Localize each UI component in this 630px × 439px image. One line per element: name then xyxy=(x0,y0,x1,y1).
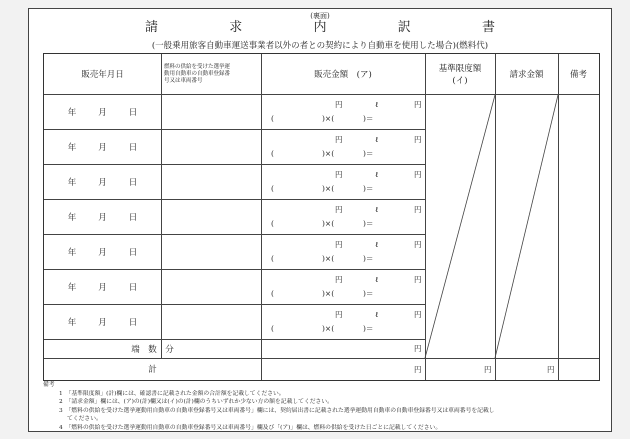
header-vehicle-line: 号又は車両番号 xyxy=(164,77,203,84)
day-label: 日 xyxy=(128,107,138,118)
amount-yen: 円 xyxy=(414,240,422,249)
liter-label: ℓ xyxy=(375,310,379,319)
liter-label: ℓ xyxy=(375,205,379,214)
month-label: 月 xyxy=(98,212,107,223)
year-label: 年 xyxy=(67,212,77,223)
multiply-sign: )×( xyxy=(322,219,335,228)
liter-label: ℓ xyxy=(375,100,379,109)
multiply-sign: )×( xyxy=(322,289,335,298)
day-label: 日 xyxy=(128,177,138,188)
header-claim-amount: 請求金額 xyxy=(509,70,544,80)
fraction-label: 端 数 分 xyxy=(131,344,174,355)
year-label: 年 xyxy=(67,142,77,153)
form-subtitle: (一般乗用旅客自動車運送事業者以外の者との契約により自動車を使用した場合)(燃料代) xyxy=(151,41,489,51)
total-sales-yen: 円 xyxy=(414,365,422,374)
day-label: 日 xyxy=(128,212,138,223)
unit-price-yen: 円 xyxy=(335,135,343,144)
equals-sign: )＝ xyxy=(363,149,374,158)
amount-yen: 円 xyxy=(414,205,422,214)
year-label: 年 xyxy=(67,107,77,118)
open-paren: ( xyxy=(271,254,274,263)
multiply-sign: )×( xyxy=(322,324,335,333)
multiply-sign: )×( xyxy=(322,184,335,193)
title-char: 求 xyxy=(229,20,243,35)
header-date: 販売年月日 xyxy=(81,70,124,80)
year-label: 年 xyxy=(67,282,77,293)
equals-sign: )＝ xyxy=(363,324,374,333)
vehicle-number-field[interactable] xyxy=(161,269,261,304)
note-3-cont: てください。 xyxy=(67,416,102,423)
amount-yen: 円 xyxy=(414,100,422,109)
multiply-sign: )×( xyxy=(322,254,335,263)
form-title xyxy=(145,21,495,35)
header-vehicle-line: 動用自動車の自動車登録番 xyxy=(164,70,231,77)
equals-sign: )＝ xyxy=(363,219,374,228)
vehicle-number-field[interactable] xyxy=(161,94,261,129)
liter-label: ℓ xyxy=(375,240,379,249)
claim-column-strike xyxy=(495,95,558,358)
title-char: 内 xyxy=(313,20,327,35)
title-char: 訳 xyxy=(397,20,411,35)
amount-yen: 円 xyxy=(414,135,422,144)
unit-price-yen: 円 xyxy=(335,310,343,319)
month-label: 月 xyxy=(98,247,107,258)
year-label: 年 xyxy=(67,317,77,328)
year-label: 年 xyxy=(67,247,77,258)
equals-sign: )＝ xyxy=(363,254,374,263)
open-paren: ( xyxy=(271,149,274,158)
multiply-sign: )×( xyxy=(322,114,335,123)
vehicle-number-field[interactable] xyxy=(161,304,261,339)
total-claim-yen: 円 xyxy=(547,365,555,374)
year-label: 年 xyxy=(67,177,77,188)
equals-sign: )＝ xyxy=(363,289,374,298)
note-1: 1 「基準限度額」(計)欄には、確認書に記載された金額の合計額を記載してください。 xyxy=(59,390,285,397)
note-2: 2 「請求金額」欄には、(ア)の(計)欄又は(イ)の(計)欄のうちいずれか少ない方の額を記載してください。 xyxy=(59,399,333,406)
total-limit-yen: 円 xyxy=(484,365,492,374)
unit-price-yen: 円 xyxy=(335,275,343,284)
vehicle-number-field[interactable] xyxy=(161,129,261,164)
day-label: 日 xyxy=(128,247,138,258)
unit-price-yen: 円 xyxy=(335,100,343,109)
side-note: (裏面) xyxy=(310,12,330,20)
date-field[interactable] xyxy=(44,199,161,234)
vehicle-number-field[interactable] xyxy=(161,164,261,199)
amount-yen: 円 xyxy=(414,275,422,284)
notes-section xyxy=(43,381,603,433)
open-paren: ( xyxy=(271,289,274,298)
date-field[interactable] xyxy=(44,234,161,269)
liter-label: ℓ xyxy=(375,170,379,179)
amount-yen: 円 xyxy=(414,310,422,319)
date-field[interactable] xyxy=(44,94,161,129)
title-char: 請 xyxy=(145,20,159,35)
unit-price-yen: 円 xyxy=(335,170,343,179)
header-remarks: 備考 xyxy=(569,70,587,80)
open-paren: ( xyxy=(271,219,274,228)
notes-heading: 備考 xyxy=(43,382,55,388)
open-paren: ( xyxy=(271,184,274,193)
limit-column-strike xyxy=(425,95,495,358)
equals-sign: )＝ xyxy=(363,114,374,123)
equals-sign: )＝ xyxy=(363,184,374,193)
note-3: 3 「燃料の供給を受けた選挙運動用自動車の自動車登録番号又は車両番号」欄には、契約届出書に記載された選挙運動用自動車の自動車登録番号又は車両番号を記載し xyxy=(59,407,495,414)
header-limit-line: 基準限度額 xyxy=(438,64,482,74)
day-label: 日 xyxy=(128,282,138,293)
date-field[interactable] xyxy=(44,164,161,199)
amount-yen: 円 xyxy=(414,170,422,179)
liter-label: ℓ xyxy=(375,135,379,144)
day-label: 日 xyxy=(128,142,138,153)
unit-price-yen: 円 xyxy=(335,240,343,249)
multiply-sign: )×( xyxy=(322,149,335,158)
date-field[interactable] xyxy=(44,304,161,339)
total-label: 計 xyxy=(148,365,157,375)
fraction-yen: 円 xyxy=(414,344,422,353)
header-vehicle-line: 燃料の供給を受けた選挙運 xyxy=(164,63,231,70)
title-char: 書 xyxy=(481,20,495,35)
month-label: 月 xyxy=(98,317,107,328)
month-label: 月 xyxy=(98,107,107,118)
open-paren: ( xyxy=(271,324,274,333)
vehicle-number-field[interactable] xyxy=(161,199,261,234)
month-label: 月 xyxy=(98,142,107,153)
open-paren: ( xyxy=(271,114,274,123)
month-label: 月 xyxy=(98,282,107,293)
claim-form-sheet xyxy=(28,8,612,432)
vehicle-number-field[interactable] xyxy=(161,234,261,269)
day-label: 日 xyxy=(128,317,138,328)
unit-price-yen: 円 xyxy=(335,205,343,214)
date-field[interactable] xyxy=(44,269,161,304)
date-field[interactable] xyxy=(44,129,161,164)
header-sales-amount: 販売金額 (ア) xyxy=(314,70,372,80)
month-label: 月 xyxy=(98,177,107,188)
liter-label: ℓ xyxy=(375,275,379,284)
header-limit-line: (イ) xyxy=(452,76,468,86)
claim-breakdown-table xyxy=(43,53,600,381)
note-4: 4 「燃料の供給を受けた選挙運動用自動車の自動車登録番号又は車両番号」欄及び「(ア)」欄は、燃料の供給を受けた日ごとに記載してください。 xyxy=(59,424,442,431)
